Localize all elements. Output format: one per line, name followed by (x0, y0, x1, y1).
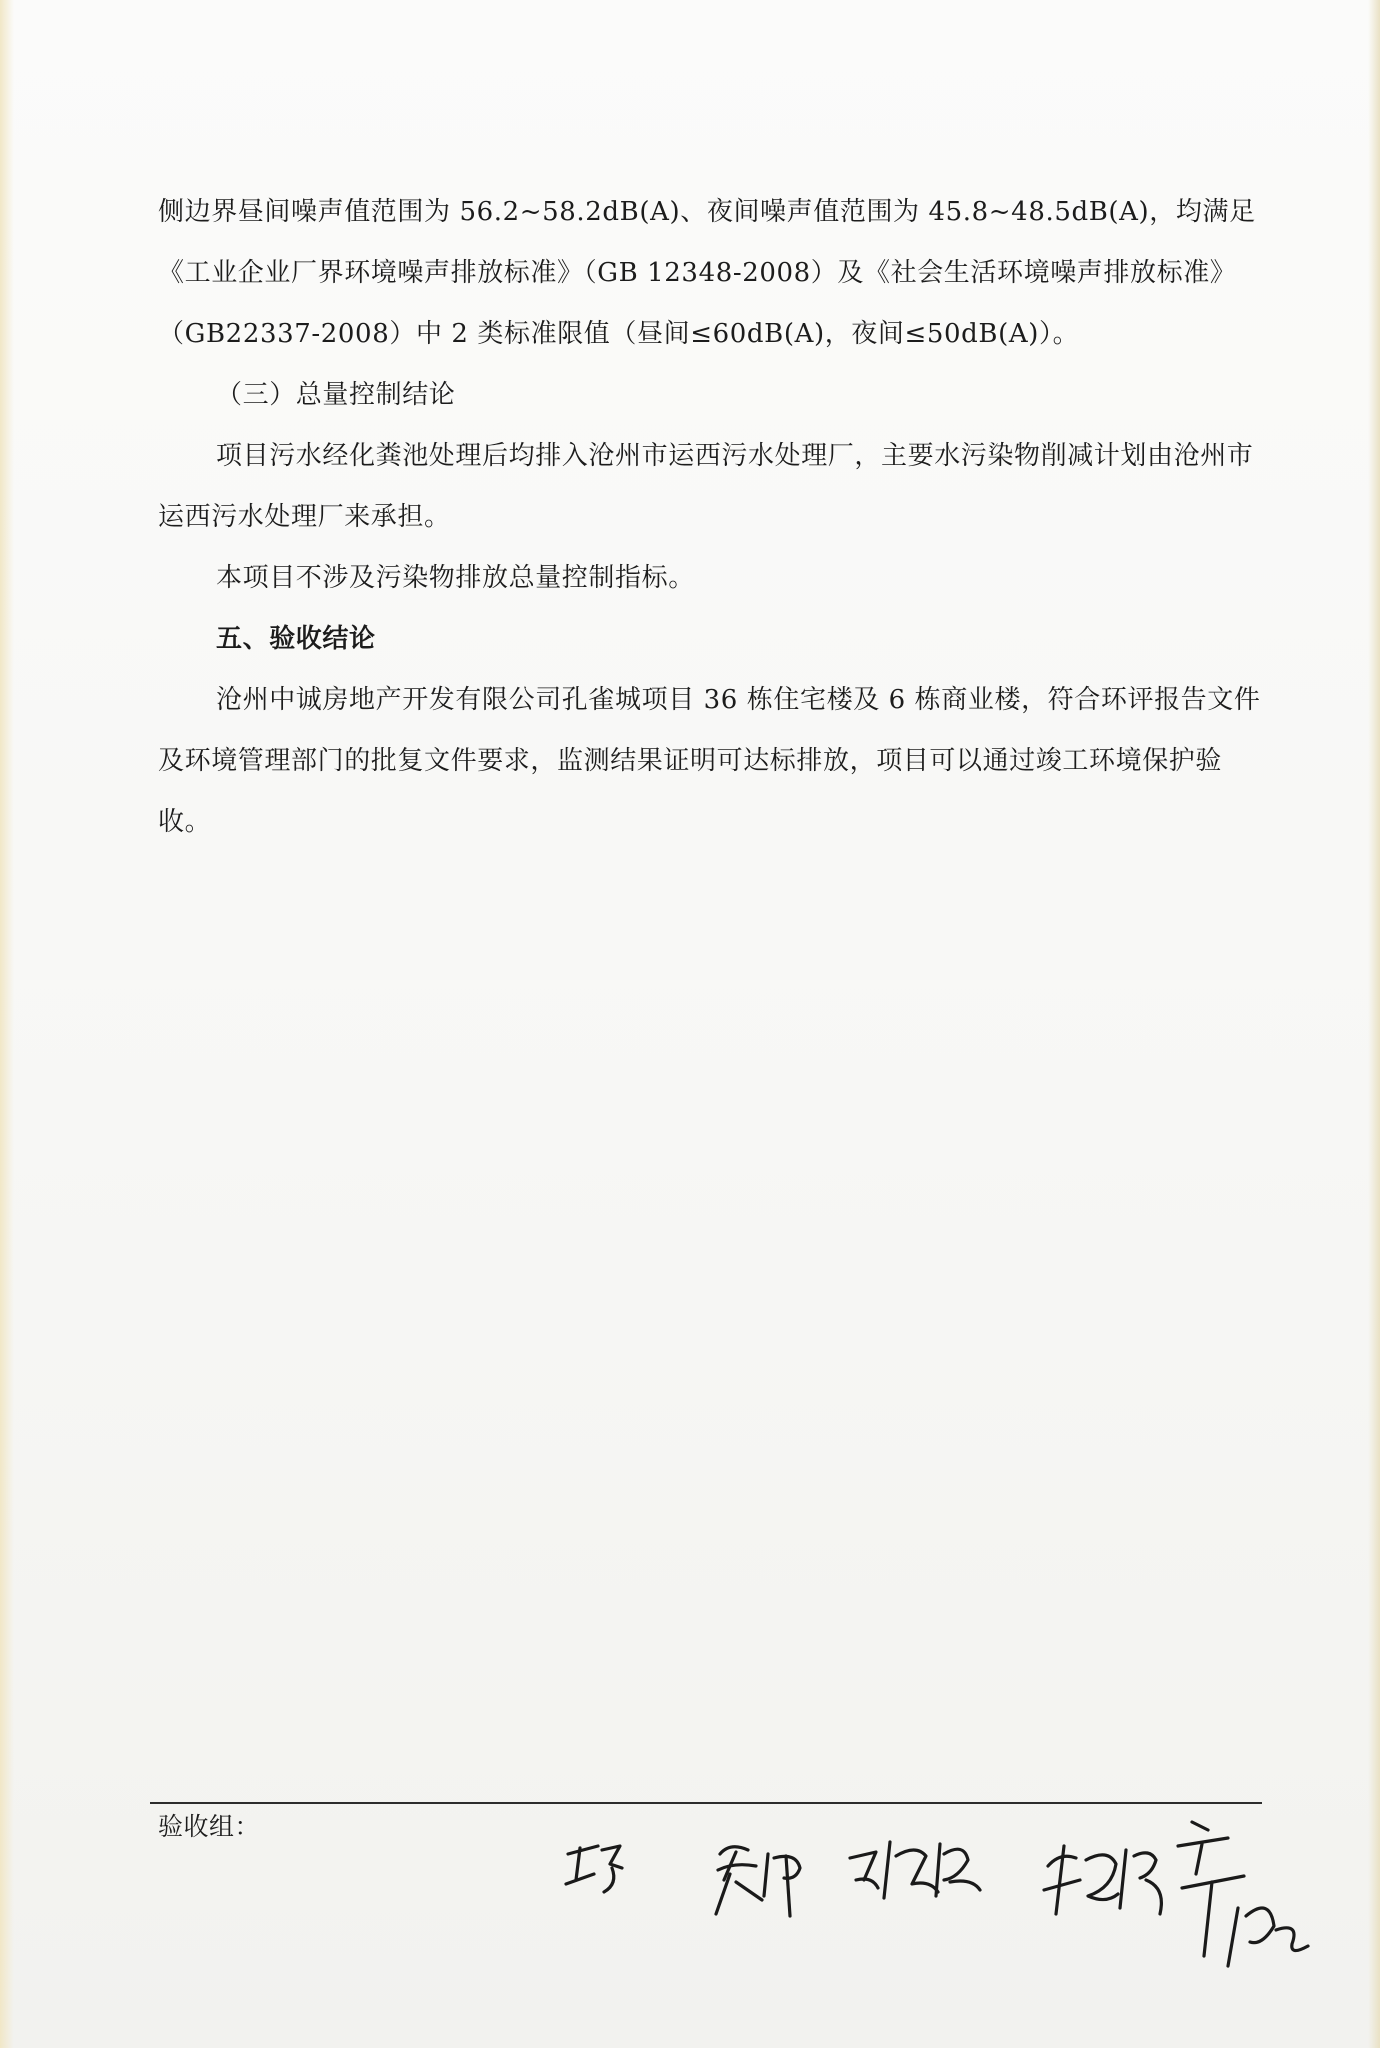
wastewater-paragraph: 项目污水经化粪池处理后均排入沧州市运西污水处理厂，主要水污染物削减计划由沧州市运西污水处理厂来承担。 (158, 441, 1254, 532)
noise-result-paragraph: 侧边界昼间噪声值范围为 56.2~58.2dB(A)、夜间噪声值范围为 45.8~48.5dB(A)，均满足《工业企业厂界环境噪声排放标准》（GB 12348-2008）及《社会生活环境噪声排放标准》（GB22337-2008）中 2 类标准限值（昼间≤60dB(A)，夜间≤50dB(A)）。 (158, 197, 1256, 349)
signature-1 (566, 1846, 622, 1892)
signature-3 (850, 1842, 980, 1898)
section-subheading-total-control: （三）总量控制结论 (216, 380, 456, 410)
signature-2 (716, 1847, 800, 1916)
signature-5 (1178, 1822, 1308, 1966)
acceptance-group-label: 验收组： (158, 1812, 261, 1841)
paper-edge-left (0, 0, 14, 2048)
paper-edge-right (1368, 0, 1380, 2048)
handwritten-signatures (560, 1796, 1360, 2046)
acceptance-conclusion-paragraph: 沧州中诚房地产开发有限公司孔雀城项目 36 栋住宅楼及 6 栋商业楼，符合环评报告文件及环境管理部门的批复文件要求，监测结果证明可达标排放，项目可以通过竣工环境保护验收。 (158, 685, 1261, 837)
signature-4 (1044, 1846, 1161, 1914)
document-body (158, 182, 1266, 853)
total-control-paragraph: 本项目不涉及污染物排放总量控制指标。 (216, 563, 695, 593)
section-heading-acceptance-conclusion: 五、验收结论 (216, 624, 376, 654)
